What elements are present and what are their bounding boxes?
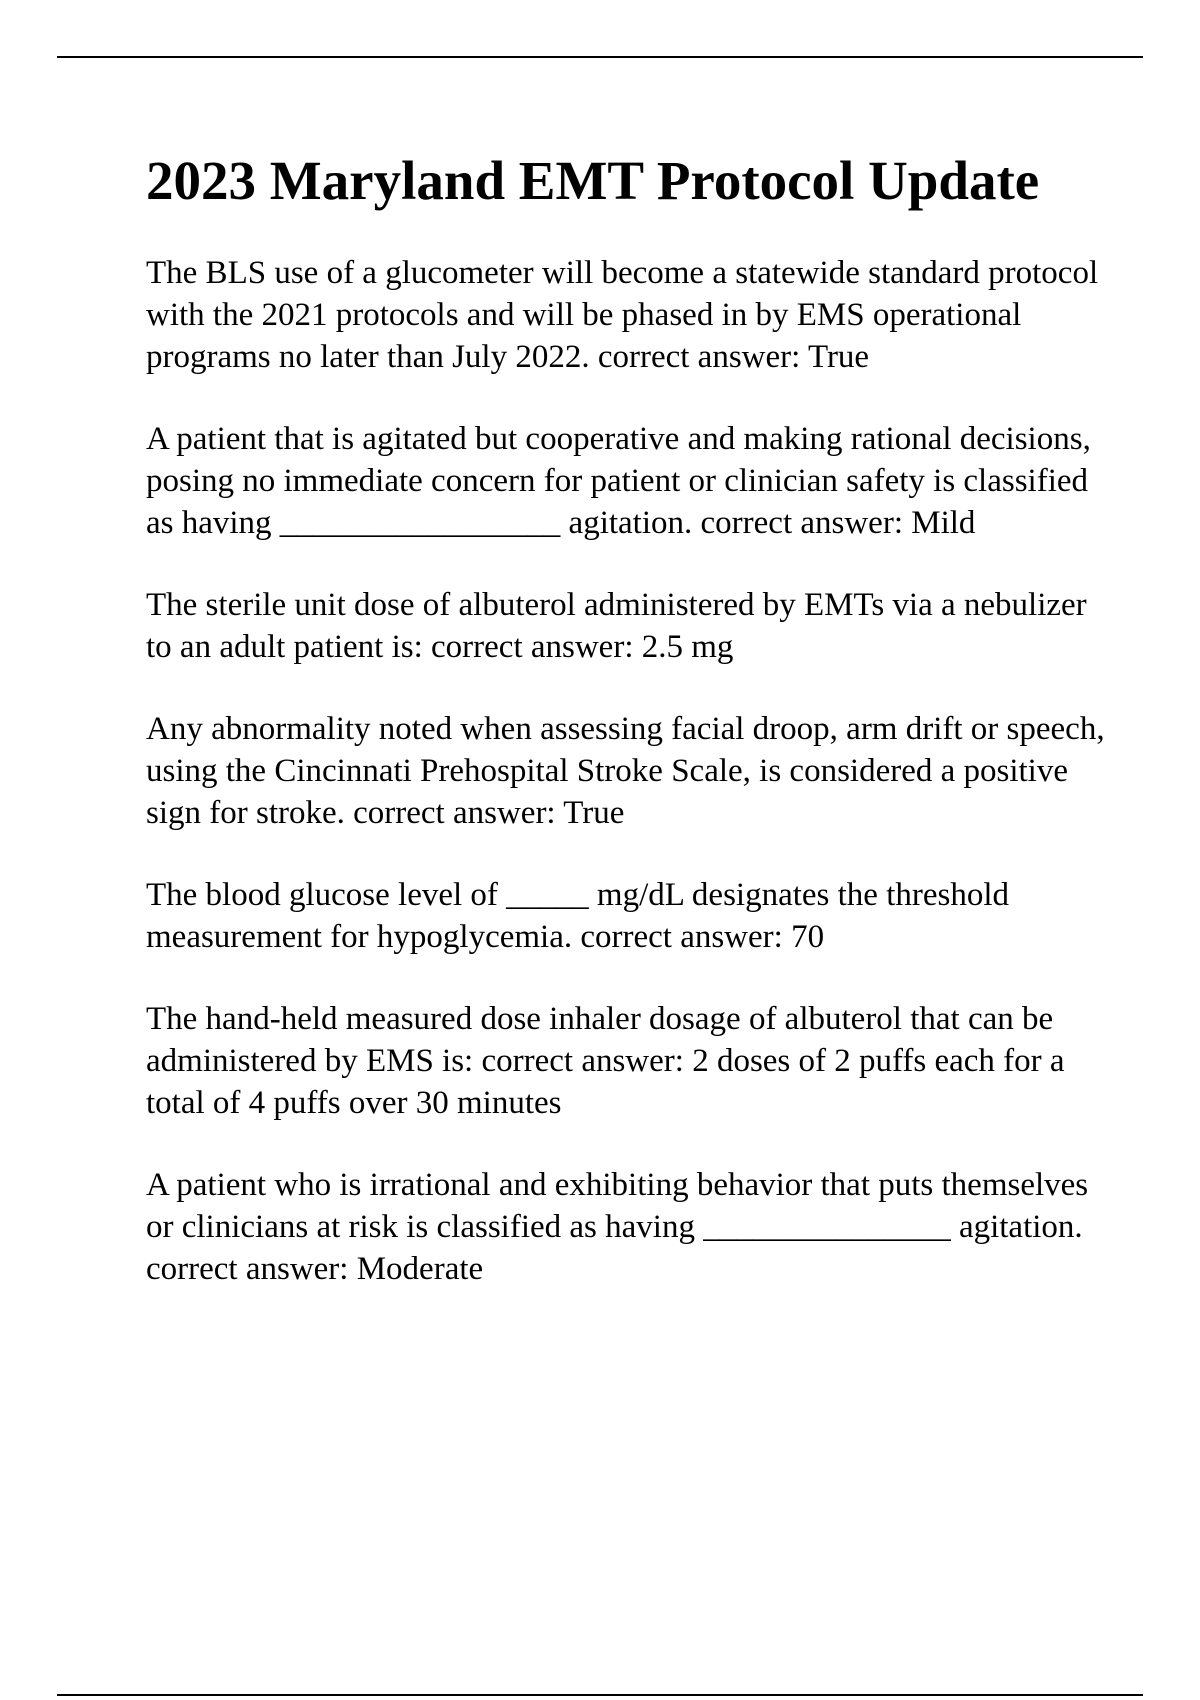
bottom-rule (57, 1694, 1143, 1696)
qa-item-1: The BLS use of a glucometer will become a statewide standard protocol with the 2021 protocols and will be phased in by EMS operational programs no later than July 2022. correct answer: True (146, 255, 1099, 375)
top-rule (57, 56, 1143, 58)
document-body (146, 148, 1106, 1330)
qa-item-5: The blood glucose level of _____ mg/dL designates the threshold measurement for hypoglycemia. correct answer: 70 (146, 877, 1010, 955)
document-title: 2023 Maryland EMT Protocol Update (146, 150, 1040, 211)
qa-item-4: Any abnormality noted when assessing facial droop, arm drift or speech, using the Cincinnati Prehospital Stroke Scale, is considered a positive sign for stroke. correct answer: True (146, 711, 1105, 831)
qa-item-6: The hand-held measured dose inhaler dosage of albuterol that can be administered by EMS is: correct answer: 2 doses of 2 puffs each for a total of 4 puffs over 30 minutes (146, 1001, 1065, 1121)
qa-item-2: A patient that is agitated but cooperative and making rational decisions, posing no immediate concern for patient or clinician safety is classified as having _________________ agitation. correct answer: Mild (146, 421, 1091, 541)
qa-item-3: The sterile unit dose of albuterol administered by EMTs via a nebulizer to an adult patient is: correct answer: 2.5 mg (146, 587, 1087, 665)
qa-item-7: A patient who is irrational and exhibiting behavior that puts themselves or clinicians at risk is classified as having _______________ agitation. correct answer: Moderate (146, 1167, 1089, 1287)
